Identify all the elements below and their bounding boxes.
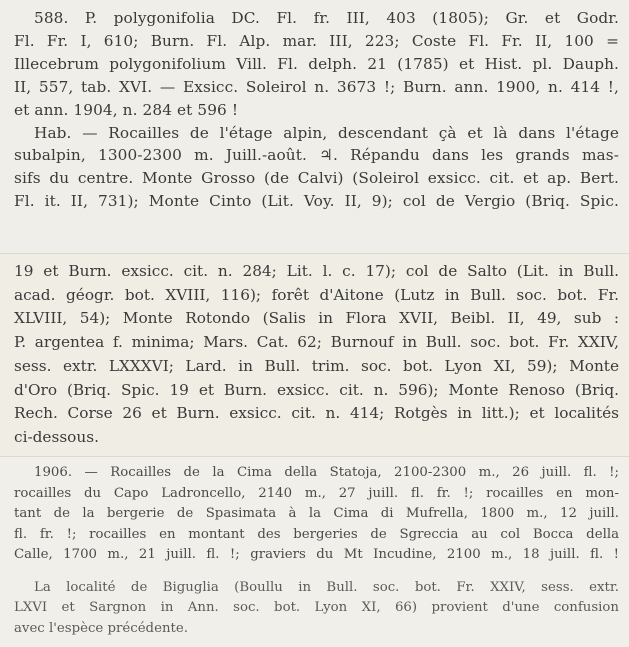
text-line: et ann. 1904, n. 284 et 596 ! <box>14 100 239 119</box>
text-line: 588. P. polygonifolia DC. Fl. fr. III, 403 (1805); Gr. et Godr. <box>34 9 619 27</box>
text-line: subalpin, 1300-2300 m. Juill.-août. ♃. Répandu dans les grands mas- <box>14 146 619 165</box>
text-line: avec l'espèce précédente. <box>14 620 188 636</box>
text-line: tant de la bergerie de Spasimata à la Cima di Mufrella, 1800 m., 12 juill. <box>14 506 619 521</box>
text-line: acad. géogr. bot. XVIII, 116); forêt d'Aitone (Lutz in Bull. soc. bot. Fr. <box>14 285 619 304</box>
text-line: 1906. — Rocailles de la Cima della Statoja, 2100-2300 m., 26 juill. fl. !; <box>34 465 619 480</box>
text-line: fl. fr. !; rocailles en montant des bergeries de Sgreccia au col Bocca della <box>14 526 619 542</box>
text-line: 19 et Burn. exsicc. cit. n. 284; Lit. l. c. 17); col de Salto (Lit. in Bull. <box>14 262 619 280</box>
text-line: LXVI et Sargnon in Ann. soc. bot. Lyon XI, 66) provient d'une confusion <box>14 600 619 615</box>
text-line: P. argentea f. minima; Mars. Cat. 62; Burnouf in Bull. soc. bot. Fr. XXIV, <box>14 333 619 352</box>
text-line: rocailles du Capo Ladroncello, 2140 m., 27 juill. fl. fr. !; rocailles en mon- <box>14 485 619 501</box>
text-line: Hab. — Rocailles de l'étage alpin, descendant çà et là dans l'étage <box>34 123 619 142</box>
text-line: Calle, 1700 m., 21 juill. fl. !; graviers du Mt Incudine, 2100 m., 18 juill. fl. ! <box>14 547 619 562</box>
text-line: Rech. Corse 26 et Burn. exsicc. cit. n. 414; Rotgès in litt.); et localités <box>14 404 619 423</box>
text-line: sifs du centre. Monte Grosso (de Calvi) (Soleirol exsicc. cit. et ap. Bert. <box>14 169 619 188</box>
text-line: ci-dessous. <box>14 427 99 446</box>
text-line: II, 557, tab. XVI. — Exsicc. Soleirol n. 3673 !; Burn. ann. 1900, n. 414 !, <box>14 77 619 96</box>
paragraph-biguglia <box>14 578 619 640</box>
text-block-localities <box>0 253 629 456</box>
text-line: XLVIII, 54); Monte Rotondo (Salis in Flora XVII, Beibl. II, 49, sub : <box>14 309 619 328</box>
paragraph-1906 <box>14 463 619 566</box>
text-line: La localité de Biguglia (Boullu in Bull. soc. bot. Fr. XXIV, sess. extr. <box>34 579 619 595</box>
text-block-species-entry <box>0 0 629 253</box>
text-line: Fl. it. II, 731); Monte Cinto (Lit. Voy. II, 9); col de Vergio (Briq. Spic. <box>14 192 619 211</box>
text-line: sess. extr. LXXXVI; Lard. in Bull. trim. soc. bot. Lyon XI, 59); Monte <box>14 356 619 375</box>
text-line: d'Oro (Briq. Spic. 19 et Burn. exsicc. cit. n. 596); Monte Renoso (Briq. <box>14 380 619 399</box>
text-line: Illecebrum polygonifolium Vill. Fl. delph. 21 (1785) et Hist. pl. Dauph. <box>14 54 619 73</box>
text-line: Fl. Fr. I, 610; Burn. Fl. Alp. mar. III, 223; Coste Fl. Fr. II, 100 = <box>14 31 619 50</box>
text-block-observations <box>0 456 629 647</box>
